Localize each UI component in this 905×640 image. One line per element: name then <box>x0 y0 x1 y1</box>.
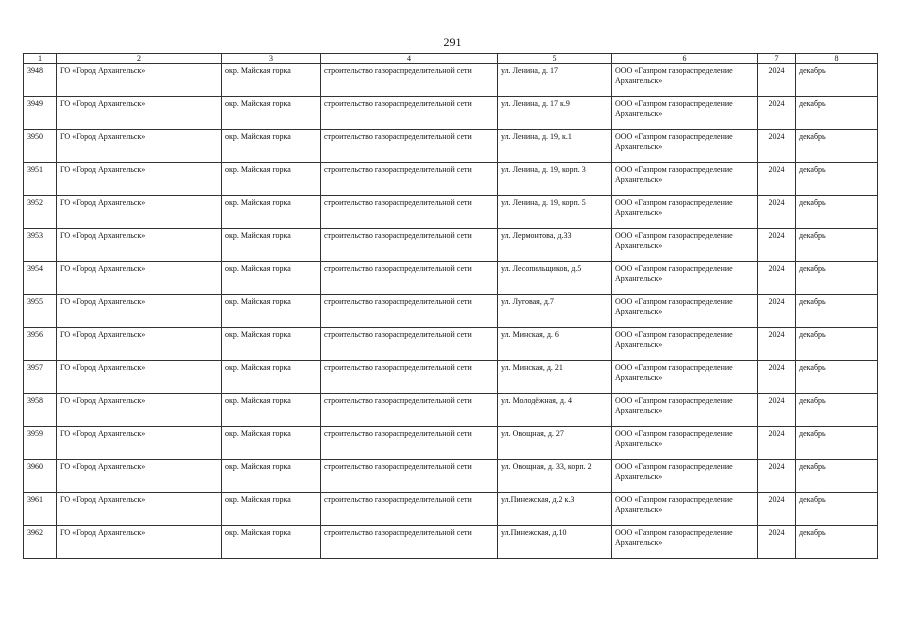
address-cell: ул. Ленина, д. 19, корп. 5 <box>498 196 612 229</box>
year-cell: 2024 <box>758 361 796 394</box>
operator-cell: ООО «Газпром газораспределение Архангельск» <box>612 130 758 163</box>
column-number-row <box>24 54 878 64</box>
address-cell: ул. Минская, д. 21 <box>498 361 612 394</box>
column-header: 8 <box>796 54 878 64</box>
month-cell: декабрь <box>796 64 878 97</box>
table-row <box>24 130 878 163</box>
address-cell: ул. Лермонтова, д.33 <box>498 229 612 262</box>
district-cell: окр. Майская горка <box>222 427 321 460</box>
address-cell: ул. Ленина, д. 17 к.9 <box>498 97 612 130</box>
month-cell: декабрь <box>796 130 878 163</box>
row-number-cell: 3960 <box>24 460 57 493</box>
month-cell: декабрь <box>796 493 878 526</box>
table-row <box>24 526 878 559</box>
year-cell: 2024 <box>758 229 796 262</box>
table-row <box>24 295 878 328</box>
month-cell: декабрь <box>796 460 878 493</box>
year-cell: 2024 <box>758 262 796 295</box>
column-header: 1 <box>24 54 57 64</box>
year-cell: 2024 <box>758 130 796 163</box>
district-cell: окр. Майская горка <box>222 361 321 394</box>
district-cell: окр. Майская горка <box>222 493 321 526</box>
operator-cell: ООО «Газпром газораспределение Архангельск» <box>612 460 758 493</box>
municipality-cell: ГО «Город Архангельск» <box>57 64 222 97</box>
municipality-cell: ГО «Город Архангельск» <box>57 163 222 196</box>
address-cell: ул.Пинежская, д.2 к.3 <box>498 493 612 526</box>
row-number-cell: 3962 <box>24 526 57 559</box>
gas-network-table <box>23 53 878 559</box>
table-row <box>24 64 878 97</box>
table-row <box>24 394 878 427</box>
address-cell: ул. Ленина, д. 19, к.1 <box>498 130 612 163</box>
table-row <box>24 262 878 295</box>
work-type-cell: строительство газораспределительной сети <box>321 427 498 460</box>
operator-cell: ООО «Газпром газораспределение Архангельск» <box>612 229 758 262</box>
district-cell: окр. Майская горка <box>222 460 321 493</box>
district-cell: окр. Майская горка <box>222 130 321 163</box>
municipality-cell: ГО «Город Архангельск» <box>57 328 222 361</box>
row-number-cell: 3953 <box>24 229 57 262</box>
table-row <box>24 328 878 361</box>
row-number-cell: 3959 <box>24 427 57 460</box>
district-cell: окр. Майская горка <box>222 295 321 328</box>
work-type-cell: строительство газораспределительной сети <box>321 493 498 526</box>
work-type-cell: строительство газораспределительной сети <box>321 64 498 97</box>
row-number-cell: 3948 <box>24 64 57 97</box>
table-row <box>24 361 878 394</box>
table-row <box>24 196 878 229</box>
month-cell: декабрь <box>796 361 878 394</box>
year-cell: 2024 <box>758 460 796 493</box>
municipality-cell: ГО «Город Архангельск» <box>57 262 222 295</box>
year-cell: 2024 <box>758 64 796 97</box>
table-row <box>24 427 878 460</box>
address-cell: ул.Пинежская, д.10 <box>498 526 612 559</box>
address-cell: ул. Минская, д. 6 <box>498 328 612 361</box>
work-type-cell: строительство газораспределительной сети <box>321 361 498 394</box>
row-number-cell: 3954 <box>24 262 57 295</box>
work-type-cell: строительство газораспределительной сети <box>321 460 498 493</box>
address-cell: ул. Молодёжная, д. 4 <box>498 394 612 427</box>
row-number-cell: 3956 <box>24 328 57 361</box>
row-number-cell: 3957 <box>24 361 57 394</box>
row-number-cell: 3950 <box>24 130 57 163</box>
district-cell: окр. Майская горка <box>222 262 321 295</box>
municipality-cell: ГО «Город Архангельск» <box>57 295 222 328</box>
operator-cell: ООО «Газпром газораспределение Архангельск» <box>612 526 758 559</box>
month-cell: декабрь <box>796 262 878 295</box>
page-number: 291 <box>443 35 462 49</box>
work-type-cell: строительство газораспределительной сети <box>321 229 498 262</box>
municipality-cell: ГО «Город Архангельск» <box>57 394 222 427</box>
address-cell: ул. Ленина, д. 19, корп. 3 <box>498 163 612 196</box>
municipality-cell: ГО «Город Архангельск» <box>57 196 222 229</box>
month-cell: декабрь <box>796 427 878 460</box>
operator-cell: ООО «Газпром газораспределение Архангельск» <box>612 97 758 130</box>
work-type-cell: строительство газораспределительной сети <box>321 163 498 196</box>
work-type-cell: строительство газораспределительной сети <box>321 130 498 163</box>
address-cell: ул. Овощная, д. 33, корп. 2 <box>498 460 612 493</box>
operator-cell: ООО «Газпром газораспределение Архангельск» <box>612 394 758 427</box>
table-row <box>24 229 878 262</box>
year-cell: 2024 <box>758 394 796 427</box>
operator-cell: ООО «Газпром газораспределение Архангельск» <box>612 493 758 526</box>
operator-cell: ООО «Газпром газораспределение Архангельск» <box>612 262 758 295</box>
address-cell: ул. Овощная, д. 27 <box>498 427 612 460</box>
row-number-cell: 3958 <box>24 394 57 427</box>
column-header: 3 <box>222 54 321 64</box>
district-cell: окр. Майская горка <box>222 196 321 229</box>
work-type-cell: строительство газораспределительной сети <box>321 262 498 295</box>
work-type-cell: строительство газораспределительной сети <box>321 196 498 229</box>
address-cell: ул. Ленина, д. 17 <box>498 64 612 97</box>
municipality-cell: ГО «Город Архангельск» <box>57 526 222 559</box>
operator-cell: ООО «Газпром газораспределение Архангельск» <box>612 427 758 460</box>
operator-cell: ООО «Газпром газораспределение Архангельск» <box>612 361 758 394</box>
operator-cell: ООО «Газпром газораспределение Архангельск» <box>612 64 758 97</box>
month-cell: декабрь <box>796 394 878 427</box>
month-cell: декабрь <box>796 163 878 196</box>
municipality-cell: ГО «Город Архангельск» <box>57 130 222 163</box>
year-cell: 2024 <box>758 427 796 460</box>
district-cell: окр. Майская горка <box>222 229 321 262</box>
year-cell: 2024 <box>758 196 796 229</box>
municipality-cell: ГО «Город Архангельск» <box>57 493 222 526</box>
row-number-cell: 3952 <box>24 196 57 229</box>
table-row <box>24 493 878 526</box>
month-cell: декабрь <box>796 526 878 559</box>
operator-cell: ООО «Газпром газораспределение Архангельск» <box>612 163 758 196</box>
column-header: 4 <box>321 54 498 64</box>
row-number-cell: 3955 <box>24 295 57 328</box>
year-cell: 2024 <box>758 526 796 559</box>
municipality-cell: ГО «Город Архангельск» <box>57 427 222 460</box>
district-cell: окр. Майская горка <box>222 394 321 427</box>
column-header: 2 <box>57 54 222 64</box>
month-cell: декабрь <box>796 328 878 361</box>
table-row <box>24 163 878 196</box>
work-type-cell: строительство газораспределительной сети <box>321 394 498 427</box>
operator-cell: ООО «Газпром газораспределение Архангельск» <box>612 328 758 361</box>
month-cell: декабрь <box>796 229 878 262</box>
district-cell: окр. Майская горка <box>222 97 321 130</box>
municipality-cell: ГО «Город Архангельск» <box>57 460 222 493</box>
row-number-cell: 3949 <box>24 97 57 130</box>
address-cell: ул. Лесопильщиков, д.5 <box>498 262 612 295</box>
column-header: 7 <box>758 54 796 64</box>
year-cell: 2024 <box>758 328 796 361</box>
work-type-cell: строительство газораспределительной сети <box>321 97 498 130</box>
month-cell: декабрь <box>796 97 878 130</box>
table-row <box>24 97 878 130</box>
row-number-cell: 3961 <box>24 493 57 526</box>
district-cell: окр. Майская горка <box>222 64 321 97</box>
district-cell: окр. Майская горка <box>222 163 321 196</box>
work-type-cell: строительство газораспределительной сети <box>321 526 498 559</box>
year-cell: 2024 <box>758 295 796 328</box>
district-cell: окр. Майская горка <box>222 526 321 559</box>
municipality-cell: ГО «Город Архангельск» <box>57 361 222 394</box>
table-body <box>24 64 878 559</box>
table-row <box>24 460 878 493</box>
operator-cell: ООО «Газпром газораспределение Архангельск» <box>612 295 758 328</box>
column-header: 6 <box>612 54 758 64</box>
work-type-cell: строительство газораспределительной сети <box>321 328 498 361</box>
year-cell: 2024 <box>758 97 796 130</box>
month-cell: декабрь <box>796 196 878 229</box>
municipality-cell: ГО «Город Архангельск» <box>57 229 222 262</box>
address-cell: ул. Луговая, д.7 <box>498 295 612 328</box>
column-header: 5 <box>498 54 612 64</box>
district-cell: окр. Майская горка <box>222 328 321 361</box>
year-cell: 2024 <box>758 163 796 196</box>
operator-cell: ООО «Газпром газораспределение Архангельск» <box>612 196 758 229</box>
work-type-cell: строительство газораспределительной сети <box>321 295 498 328</box>
year-cell: 2024 <box>758 493 796 526</box>
month-cell: декабрь <box>796 295 878 328</box>
municipality-cell: ГО «Город Архангельск» <box>57 97 222 130</box>
row-number-cell: 3951 <box>24 163 57 196</box>
